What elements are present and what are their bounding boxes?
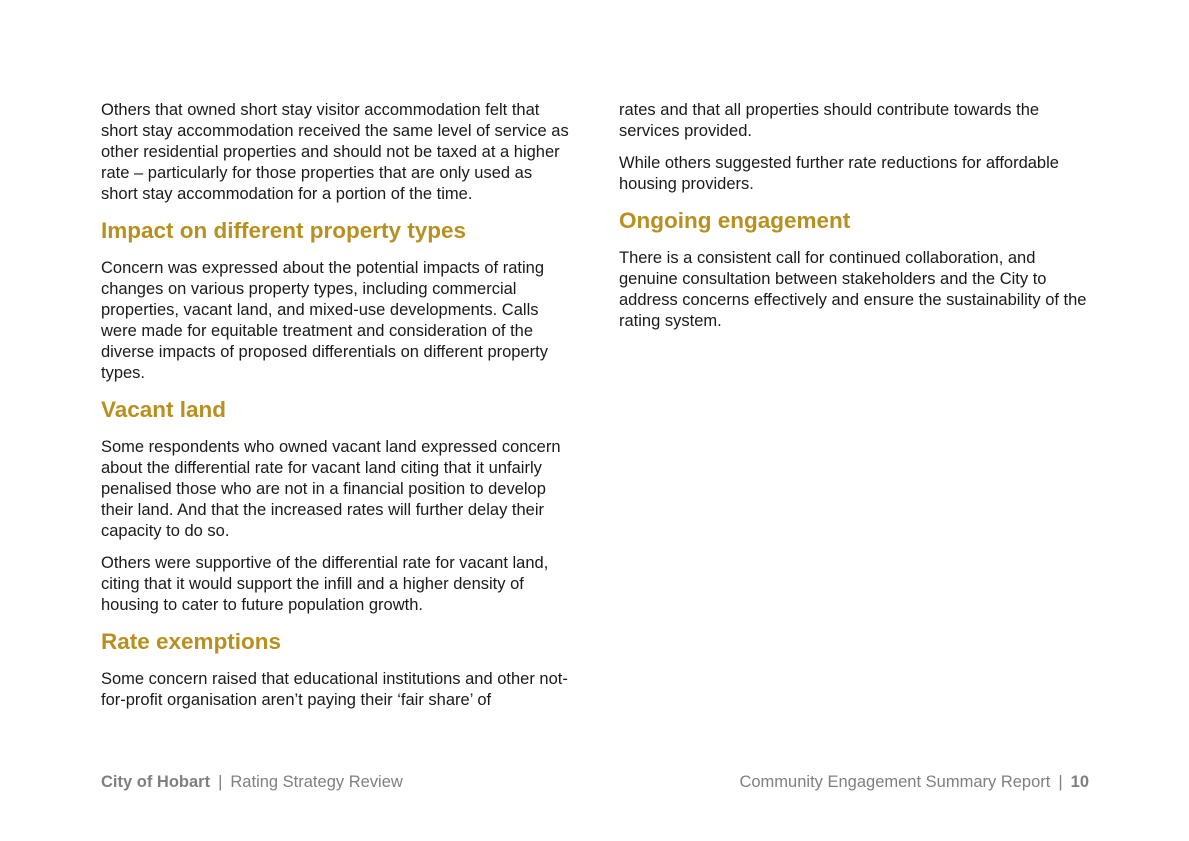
footer-project: Rating Strategy Review: [230, 773, 403, 791]
footer-report: Community Engagement Summary Report: [739, 773, 1051, 791]
property-types-heading: Impact on different property types: [101, 218, 467, 243]
footer-separator-right: |: [1058, 773, 1063, 791]
footer-separator: |: [218, 773, 223, 791]
footer-left: [101, 770, 403, 794]
vacant-land-concern-paragraph: Some respondents who owned vacant land expressed concern about the differential rate for vacant land citing that it unfairly penalised those who are not in a financial position to develop their land. And that the increased rates will further delay their capacity to do so.: [101, 438, 561, 540]
left-column: [101, 100, 571, 722]
ongoing-engagement-heading: Ongoing engagement: [619, 208, 851, 233]
rates-contribution-paragraph: rates and that all properties should contribute towards the services provided.: [619, 101, 1040, 140]
affordable-housing-paragraph: While others suggested further rate reductions for affordable housing providers.: [619, 154, 1059, 193]
short-stay-paragraph: Others that owned short stay visitor accommodation felt that short stay accommodation received the same level of service as other residential properties and should not be taxed at a higher rate – particularly for those properties that are only used as short stay accommodation for a portion of the time.: [101, 101, 569, 203]
rate-exemptions-heading: Rate exemptions: [101, 629, 282, 654]
ongoing-engagement-paragraph: There is a consistent call for continued collaboration, and genuine consultation between stakeholders and the City to address concerns effectively and ensure the sustainability of the rating system.: [619, 249, 1087, 330]
rate-exemptions-paragraph: Some concern raised that educational institutions and other not-for-profit organisation aren’t paying their ‘fair share’ of: [101, 670, 568, 709]
footer-right: [739, 770, 1089, 794]
page-footer: [101, 770, 1089, 794]
footer-org: City of Hobart: [101, 773, 211, 791]
property-types-paragraph: Concern was expressed about the potential impacts of rating changes on various property types, including commercial properties, vacant land, and mixed-use developments. Calls were made for equitable treatment and consideration of the diverse impacts of proposed differentials on different property types.: [101, 259, 548, 382]
vacant-land-heading: Vacant land: [101, 397, 227, 422]
right-column: [619, 100, 1089, 343]
vacant-land-support-paragraph: Others were supportive of the differential rate for vacant land, citing that it would support the infill and a higher density of housing to cater to future population growth.: [101, 554, 549, 614]
page-number: 10: [1070, 773, 1089, 791]
